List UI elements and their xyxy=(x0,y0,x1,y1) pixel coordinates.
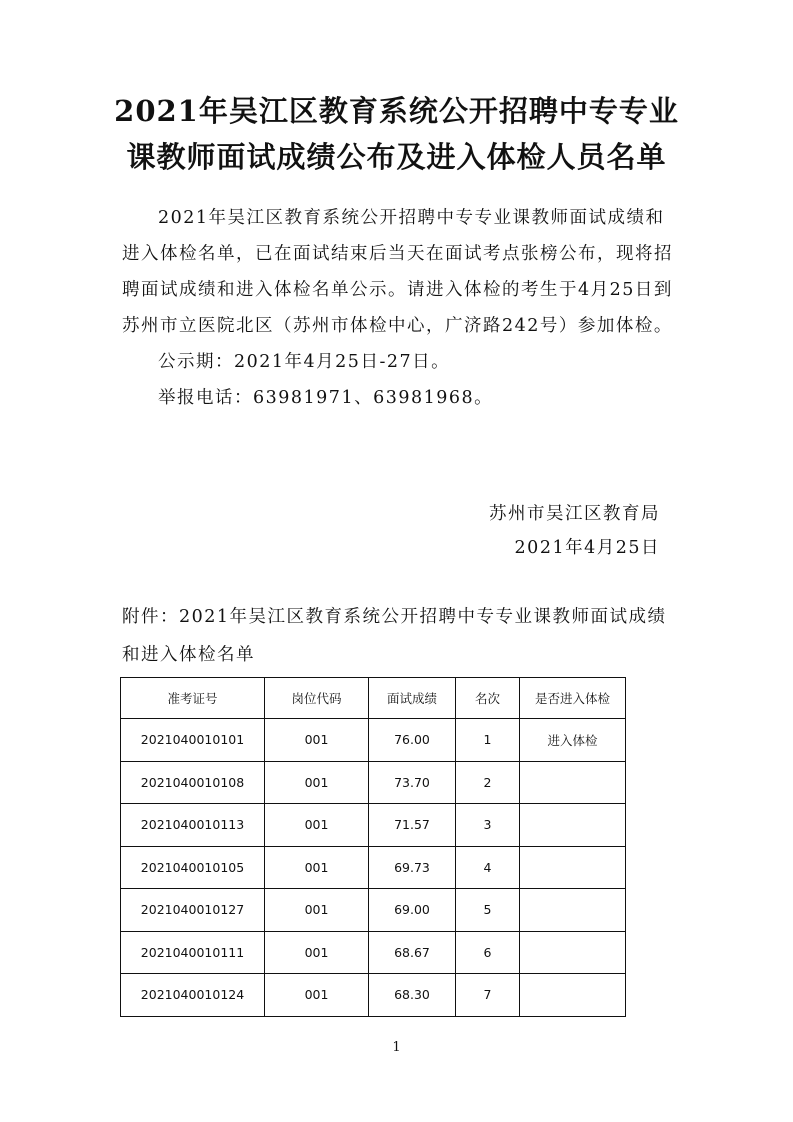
cell-physical-exam xyxy=(520,846,626,889)
cell-score: 76.00 xyxy=(369,719,456,762)
cell-exam-id: 2021040010124 xyxy=(121,974,265,1017)
page-number: 1 xyxy=(392,1040,401,1055)
cell-post-code: 001 xyxy=(265,846,369,889)
cell-rank: 6 xyxy=(456,931,520,974)
cell-physical-exam xyxy=(520,974,626,1017)
header-rank: 名次 xyxy=(456,678,520,719)
cell-rank: 5 xyxy=(456,889,520,932)
signature-org: 苏州市吴江区教育局 xyxy=(489,504,660,524)
header-post-code: 岗位代码 xyxy=(265,678,369,719)
cell-post-code: 001 xyxy=(265,761,369,804)
cell-physical-exam xyxy=(520,761,626,804)
announcement-paragraph: 2021年吴江区教育系统公开招聘中专专业课教师面试成绩和进入体检名单，已在面试结束后当天在面试考点张榜公布，现将招聘面试成绩和进入体检名单公示。请进入体检的考生于4月25日到苏州市立医院北区（苏州市体检中心，广济路242号）参加体检。 xyxy=(122,208,673,336)
attachment-caption: 附件：2021年吴江区教育系统公开招聘中专专业课教师面试成绩和进入体检名单 xyxy=(122,607,667,665)
signature-date: 2021年4月25日 xyxy=(514,538,660,558)
cell-exam-id: 2021040010113 xyxy=(121,804,265,847)
cell-post-code: 001 xyxy=(265,974,369,1017)
table-row xyxy=(121,931,626,974)
notice-period: 公示期：2021年4月25日-27日。 xyxy=(158,352,451,372)
cell-physical-exam: 进入体检 xyxy=(520,719,626,762)
header-interview-score: 面试成绩 xyxy=(369,678,456,719)
announcement-body xyxy=(122,200,682,416)
cell-rank: 1 xyxy=(456,719,520,762)
cell-score: 68.30 xyxy=(369,974,456,1017)
cell-exam-id: 2021040010105 xyxy=(121,846,265,889)
cell-exam-id: 2021040010127 xyxy=(121,889,265,932)
cell-physical-exam xyxy=(520,931,626,974)
cell-physical-exam xyxy=(520,804,626,847)
cell-rank: 7 xyxy=(456,974,520,1017)
report-hotline: 举报电话：63981971、63981968。 xyxy=(158,388,494,408)
header-exam-id: 准考证号 xyxy=(121,678,265,719)
cell-post-code: 001 xyxy=(265,719,369,762)
cell-rank: 3 xyxy=(456,804,520,847)
cell-score: 71.57 xyxy=(369,804,456,847)
cell-score: 73.70 xyxy=(369,761,456,804)
table-row xyxy=(121,761,626,804)
cell-exam-id: 2021040010101 xyxy=(121,719,265,762)
cell-post-code: 001 xyxy=(265,931,369,974)
cell-physical-exam xyxy=(520,889,626,932)
cell-post-code: 001 xyxy=(265,889,369,932)
table-row xyxy=(121,889,626,932)
cell-score: 69.73 xyxy=(369,846,456,889)
document-title xyxy=(0,88,793,180)
cell-exam-id: 2021040010111 xyxy=(121,931,265,974)
cell-rank: 2 xyxy=(456,761,520,804)
cell-post-code: 001 xyxy=(265,804,369,847)
table-row xyxy=(121,846,626,889)
cell-score: 68.67 xyxy=(369,931,456,974)
title-line-1: 2021年吴江区教育系统公开招聘中专专业 xyxy=(114,94,679,128)
signature-block xyxy=(400,497,660,565)
header-physical-exam: 是否进入体检 xyxy=(520,678,626,719)
table-row xyxy=(121,974,626,1017)
table-row xyxy=(121,804,626,847)
results-table xyxy=(120,677,626,1017)
table-row xyxy=(121,719,626,762)
title-line-2: 课教师面试成绩公布及进入体检人员名单 xyxy=(126,140,667,174)
cell-exam-id: 2021040010108 xyxy=(121,761,265,804)
cell-rank: 4 xyxy=(456,846,520,889)
table-header-row xyxy=(121,678,626,719)
cell-score: 69.00 xyxy=(369,889,456,932)
